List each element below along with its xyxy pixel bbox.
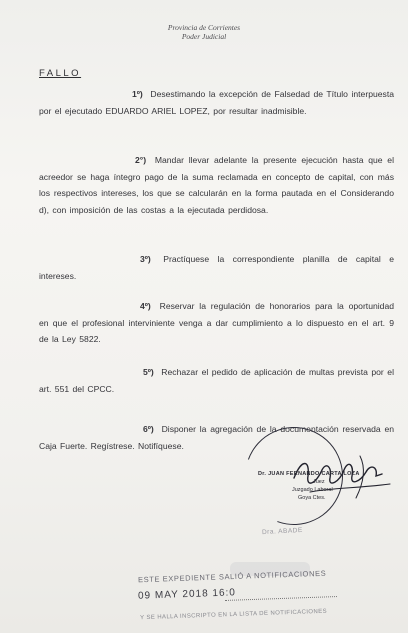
ruling-paragraph-2 [39,152,394,218]
paragraph-text: Mandar llevar adelante la presente ejecución hasta que el acreedor se haga íntegro pago de la suma reclamada en concepto de capital, con más los respectivos intereses, los que se calcularán en la forma pautada en el Considerando d), con imposición de las costas a la ejecutada perdidosa. [39,155,395,215]
notification-line-1: ESTE EXPEDIENTE SALIÓ A NOTIFICACIONES [137,568,327,585]
paragraph-text: Rechazar el pedido de aplicación de multas prevista por el art. 551 del CPCC. [39,367,394,394]
letterhead-judiciary: Poder Judicial [181,32,227,41]
section-title: FALLO [39,68,82,79]
dotted-line [225,596,337,601]
court-name: Juzgado Laboral [292,487,333,493]
ruling-paragraph-4 [39,298,394,348]
ruling-paragraph-5 [39,364,394,397]
secretary-stamp: Dra. ABADE [261,526,303,537]
paragraph-text: Disponer la agregación de la documentación reservada en Caja Fuerte. Regístrese. Notifíquese. [39,424,395,451]
notification-line-3: Y SE HALLA INSCRIPTO EN LA LISTA DE NOTIFICACIONES [139,608,328,622]
paragraph-number: 6º) [143,424,154,434]
letterhead [0,23,408,41]
court-city: Goya Ctes. [298,495,326,501]
paragraph-number: 1º) [132,89,143,99]
paragraph-number: 5º) [143,367,154,377]
letterhead-province: Provincia de Corrientes [167,23,241,32]
paragraph-text: Reservar la regulación de honorarios para la oportunidad en que el profesional interviniente venga a dar cumplimiento a lo dispuesto en el art. 9 de la Ley 5822. [39,301,394,344]
judge-stamp [258,470,388,502]
ruling-paragraph-1 [39,86,394,119]
judge-role: Juez [313,479,325,485]
paragraph-number: 2°) [135,155,147,165]
paragraph-text: Practíquese la correspondiente planilla de capital e intereses. [39,254,394,281]
paragraph-number: 3º) [140,254,151,264]
notification-date: 09 MAY 2018 16:0 [137,587,237,602]
ruling-paragraph-3 [39,251,394,284]
paragraph-number: 4º) [140,301,151,311]
judge-name: Dr. JUAN FERNANDO CARTA LOZA [258,471,360,477]
paragraph-text: Desestimando la excepción de Falsedad de Título interpuesta por el ejecutado EDUARDO ARIEL LOPEZ, por resultar inadmisible. [39,89,395,116]
